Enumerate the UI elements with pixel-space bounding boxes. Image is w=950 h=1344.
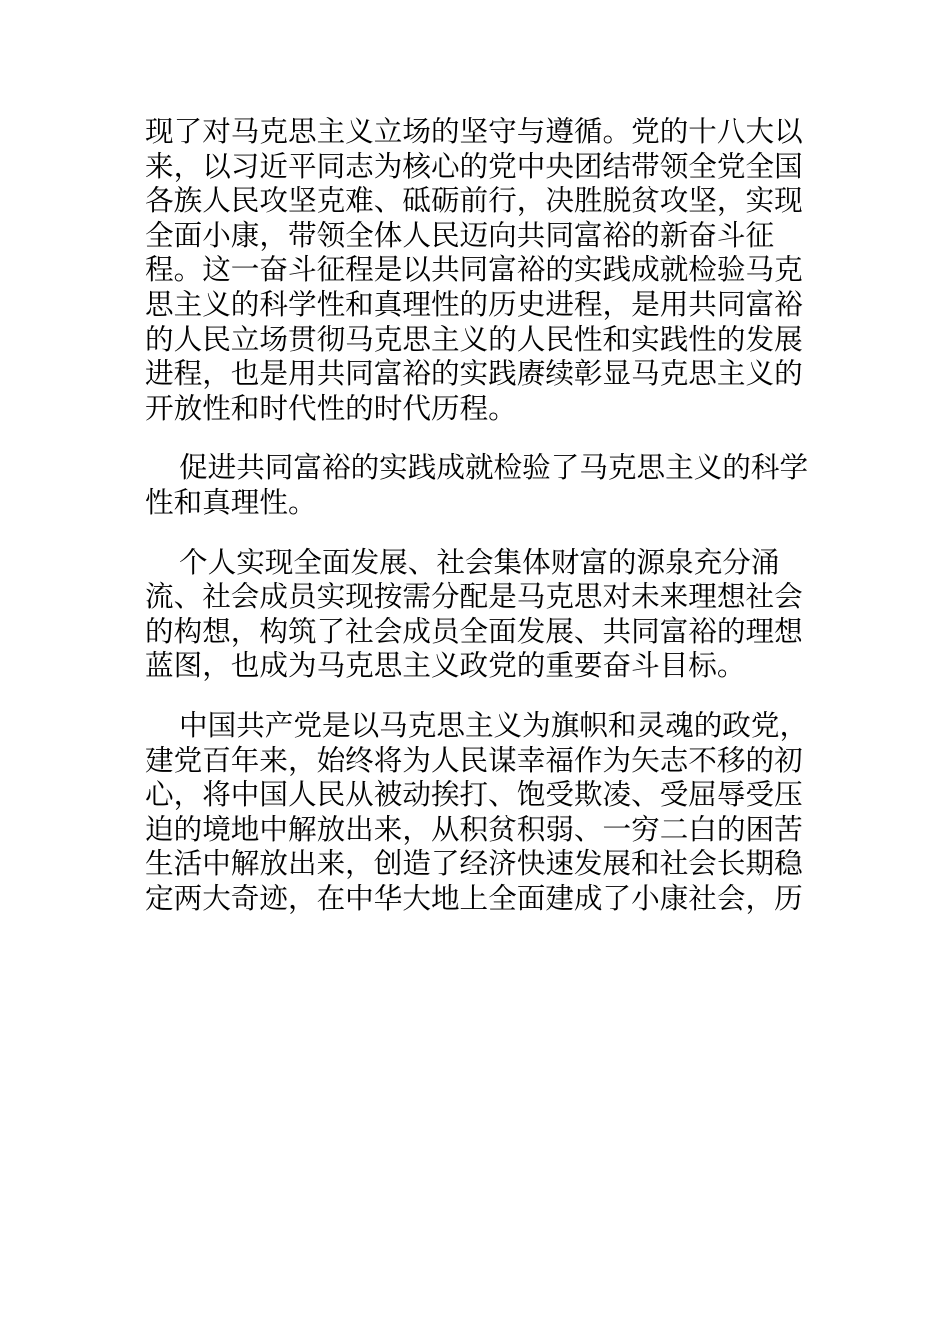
paragraph-party-history: 中国共产党是以马克思主义为旗帜和灵魂的政党，建党百年来，始终将为人民谋幸福作为矢志不移的初心，将中国人民从被动挨打、饱受欺凌、受屈辱受压迫的境地中解放出来，从积贫积弱、一穷二白的困苦生活中解放出来，创造了经济快速发展和社会长期稳定两大奇迹，在中华大地上全面建成了小康社会，历	[145, 707, 809, 915]
paragraph-heading-claim: 促进共同富裕的实践成就检验了马克思主义的科学性和真理性。	[145, 450, 809, 519]
document-page	[145, 114, 810, 915]
paragraph-marx-vision: 个人实现全面发展、社会集体财富的源泉充分涌流、社会成员实现按需分配是马克思对未来理想社会的构想，构筑了社会成员全面发展、共同富裕的理想蓝图，也成为马克思主义政党的重要奋斗目标。	[145, 544, 803, 683]
paragraph-continuation: 现了对马克思主义立场的坚守与遵循。党的十八大以来，以习近平同志为核心的党中央团结带领全党全国各族人民攻坚克难、砥砺前行，决胜脱贫攻坚，实现全面小康，带领全体人民迈向共同富裕的新奋斗征程。这一奋斗征程是以共同富裕的实践成就检验马克思主义的科学性和真理性的历史进程，是用共同富裕的人民立场贯彻马克思主义的人民性和实践性的发展进程，也是用共同富裕的实践赓续彰显马克思主义的开放性和时代性的时代历程。	[145, 114, 803, 425]
